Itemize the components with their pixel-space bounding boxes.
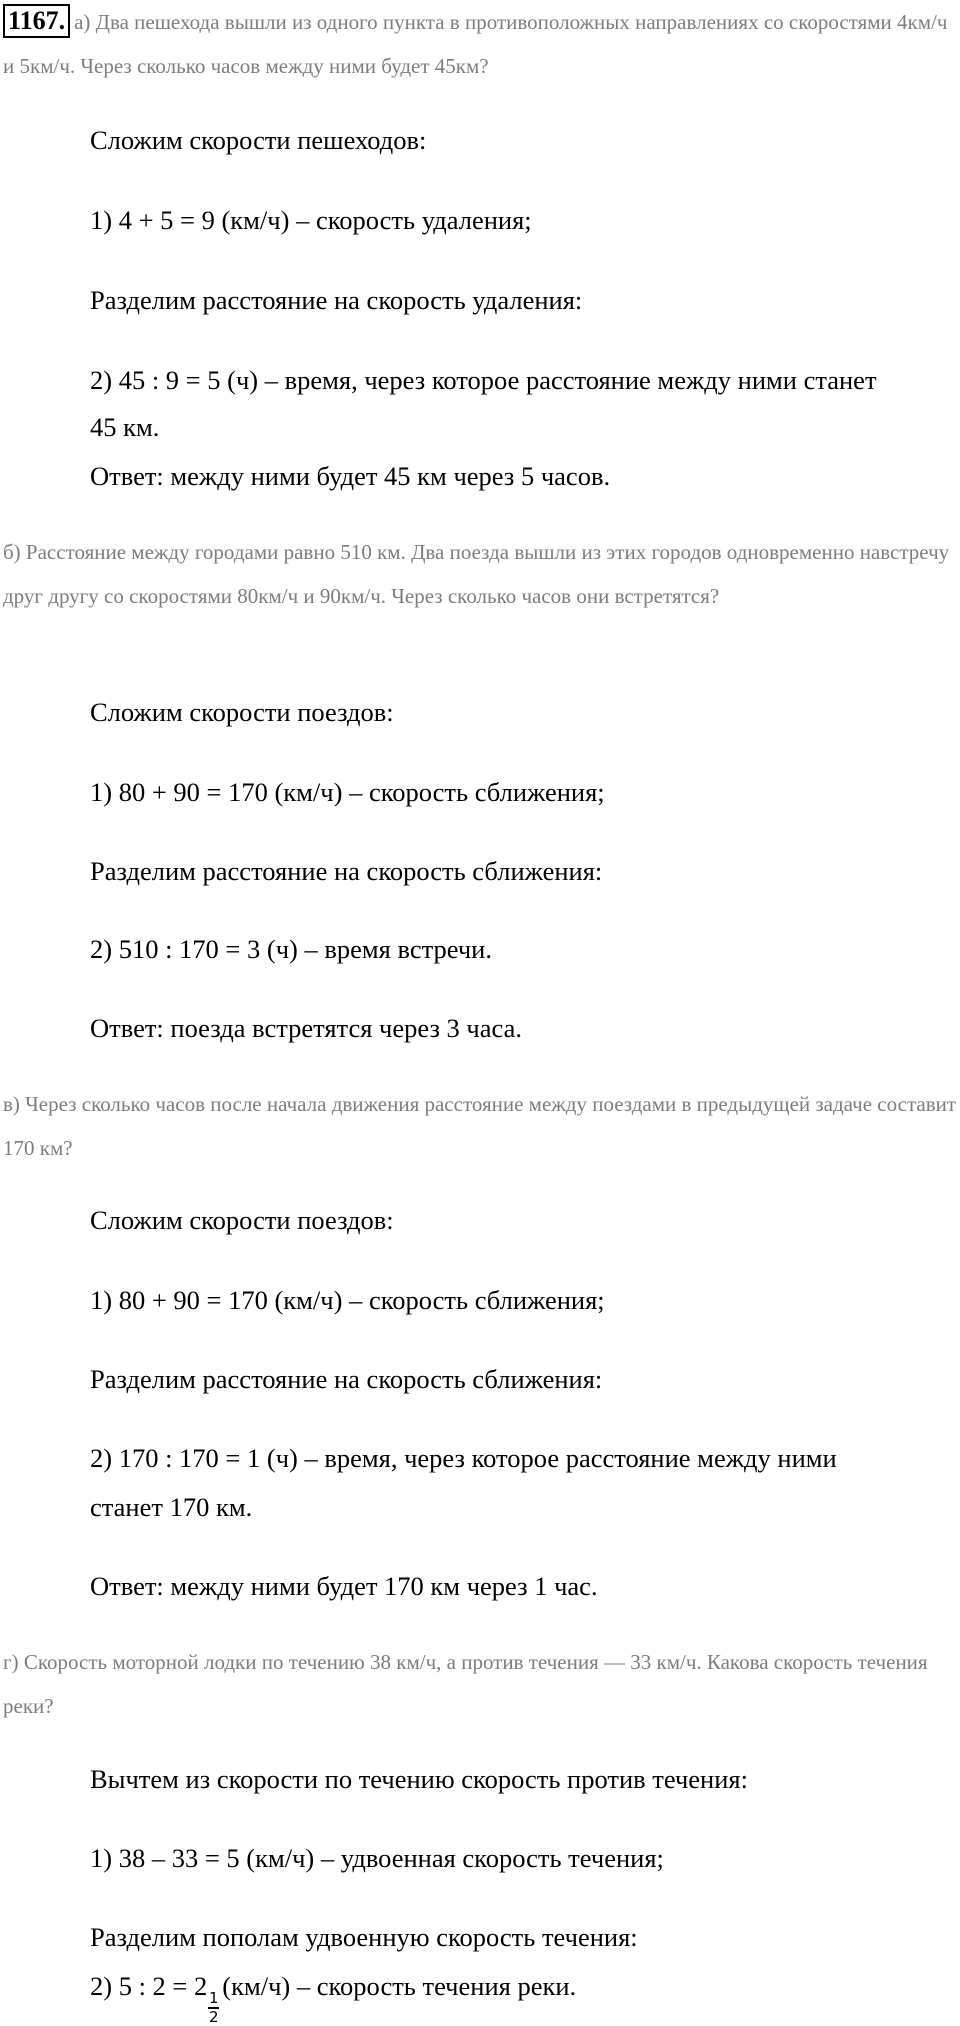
solution-v-line-4: 2) 170 : 170 = 1 (ч) – время, через которое расстояние между ними (90, 1443, 837, 1473)
solution-g-line-4-suffix: (км/ч) – скорость течения реки. (222, 1971, 577, 2001)
fraction-denominator: 2 (208, 2008, 219, 2026)
task-b: б) Расстояние между городами равно 510 км. Два поезда вышли из этих городов одновременно навстречу друг другу со скоростями 80км/ч и 90км/ч. Через сколько часов они встретятся? (3, 540, 950, 608)
solution-g-line-4 (90, 1962, 956, 2025)
solution-v-line-5: станет 170 км. (90, 1492, 253, 1522)
task-g: г) Скорость моторной лодки по течению 38 км/ч, а против течения — 33 км/ч. Какова скорость течения реки? (3, 1650, 928, 1718)
solution-b-answer: Ответ: поезда встретятся через 3 часа. (90, 1013, 522, 1043)
solution-v-answer: Ответ: между ними будет 170 км через 1 час. (90, 1571, 598, 1601)
solution-a-line-1: Сложим скорости пешеходов: (90, 125, 427, 155)
solution-v-line-1: Сложим скорости поездов: (90, 1205, 394, 1235)
task-a (3, 0, 957, 88)
problem-number: 1167. (3, 4, 70, 38)
solution-b-line-2: 1) 80 + 90 = 170 (км/ч) – скорость сближения; (90, 777, 605, 807)
solution-a-line-5: 45 км. (90, 412, 160, 442)
solution-a-line-3: Разделим расстояние на скорость удаления: (90, 285, 583, 315)
solution-a-line-4: 2) 45 : 9 = 5 (ч) – время, через которое расстояние между ними станет (90, 365, 877, 395)
solution-g-line-4-prefix: 2) 5 : 2 = 2 (90, 1971, 208, 2001)
solution-g-line-2: 1) 38 – 33 = 5 (км/ч) – удвоенная скорость течения; (90, 1843, 664, 1873)
solution-a-line-2: 1) 4 + 5 = 9 (км/ч) – скорость удаления; (90, 205, 532, 235)
task-v: в) Через сколько часов после начала движения расстояние между поездами в предыдущей задаче составит 170 км? (3, 1092, 957, 1160)
solution-b-line-4: 2) 510 : 170 = 3 (ч) – время встречи. (90, 934, 492, 964)
fraction-numerator: 1 (208, 1989, 219, 2007)
task-a-text: а) Два пешехода вышли из одного пункта в противоположных направлениях со скоростями 4км/ч и 5км/ч. Через сколько часов между ними будет 45км? (3, 10, 948, 78)
solution-a-answer: Ответ: между ними будет 45 км через 5 часов. (90, 461, 611, 491)
solution-g-line-1: Вычтем из скорости по течению скорость против течения: (90, 1764, 748, 1794)
solution-g-line-3: Разделим пополам удвоенную скорость течения: (90, 1922, 638, 1952)
solution-b-line-3: Разделим расстояние на скорость сближения: (90, 856, 603, 886)
solution-v-line-3: Разделим расстояние на скорость сближения: (90, 1364, 603, 1394)
solution-b-line-1: Сложим скорости поездов: (90, 697, 394, 727)
solution-v-line-2: 1) 80 + 90 = 170 (км/ч) – скорость сближения; (90, 1285, 605, 1315)
